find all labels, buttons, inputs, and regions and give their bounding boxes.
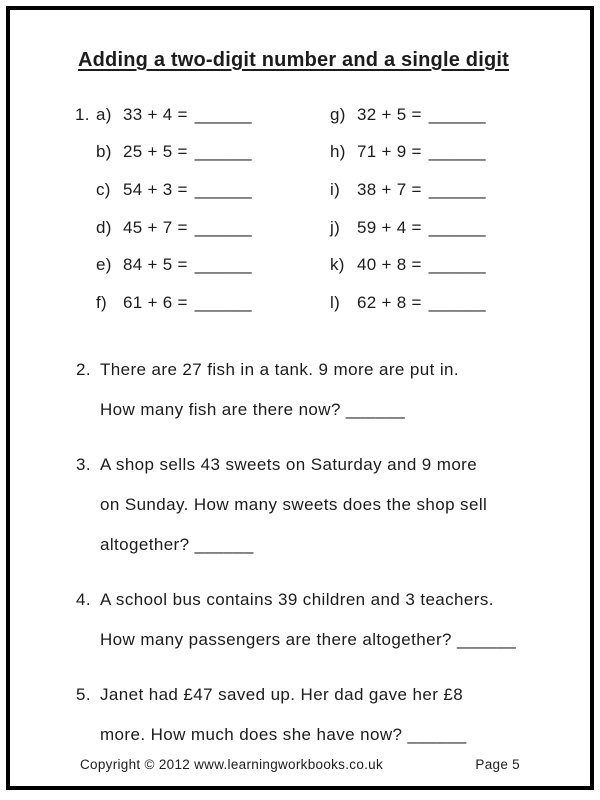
- exercise-number: 1.: [75, 104, 90, 124]
- equation-row: [75, 293, 330, 313]
- problem-number: 3.: [76, 455, 91, 474]
- equation-label: d): [96, 217, 112, 237]
- problem-line: How many fish are there now? ______: [100, 400, 406, 419]
- answer-blank: ______: [194, 255, 252, 275]
- equation-expression: 40 + 8 =: [357, 255, 422, 275]
- answer-blank: ______: [428, 142, 486, 162]
- equation-expression: 61 + 6 =: [123, 292, 188, 312]
- equation-expression: 45 + 7 =: [123, 217, 188, 237]
- problem-number: 5.: [76, 685, 91, 704]
- equation-expression: 84 + 5 =: [123, 255, 188, 275]
- equation-row: [330, 105, 600, 125]
- problem-line: altogether? ______: [100, 535, 254, 554]
- worksheet-title: Adding a two-digit number and a single digit: [78, 49, 510, 71]
- equation-row: [330, 255, 600, 275]
- problem-line: on Sunday. How many sweets does the shop sell: [100, 495, 488, 514]
- answer-blank: ______: [194, 179, 252, 199]
- equation-expression: 71 + 9 =: [357, 142, 422, 162]
- equation-label: j): [330, 217, 341, 237]
- word-problem-4: [76, 580, 516, 660]
- equation-expression: 38 + 7 =: [357, 179, 422, 199]
- equation-expression: 32 + 5 =: [357, 104, 422, 124]
- equation-row: [330, 293, 600, 313]
- problem-number: 4.: [76, 590, 91, 609]
- equation-label: b): [96, 142, 112, 162]
- word-problem-3: [76, 445, 487, 565]
- problem-line: There are 27 fish in a tank. 9 more are put in.: [100, 360, 459, 379]
- problem-line: Janet had £47 saved up. Her dad gave her £8: [100, 685, 464, 704]
- problem-line: A school bus contains 39 children and 3 teachers.: [100, 590, 494, 609]
- problem-text: [100, 445, 487, 565]
- answer-blank: ______: [194, 104, 252, 124]
- problem-line: How many passengers are there altogether? ______: [100, 630, 517, 649]
- problem-text: [100, 350, 459, 430]
- answer-blank: ______: [428, 292, 486, 312]
- equation-expression: 62 + 8 =: [357, 292, 422, 312]
- page-number: Page 5: [475, 757, 520, 772]
- equation-label: a): [96, 104, 112, 124]
- equation-label: c): [96, 179, 111, 199]
- problem-line: A shop sells 43 sweets on Saturday and 9 more: [100, 455, 478, 474]
- word-problem-5: [76, 675, 467, 755]
- copyright-text: Copyright © 2012 www.learningworkbooks.co.uk: [80, 757, 384, 772]
- answer-blank: ______: [194, 142, 252, 162]
- equations-section: [75, 96, 600, 322]
- page-footer: [10, 757, 590, 772]
- equation-row: [330, 218, 600, 238]
- equation-label: f): [96, 292, 107, 312]
- equation-row: [75, 255, 330, 275]
- equation-label: h): [330, 142, 346, 162]
- equation-expression: 25 + 5 =: [123, 142, 188, 162]
- equation-label: g): [330, 104, 346, 124]
- equation-label: i): [330, 179, 341, 199]
- answer-blank: ______: [194, 217, 252, 237]
- equation-row: [75, 218, 330, 238]
- answer-blank: ______: [428, 104, 486, 124]
- equation-row: [75, 142, 330, 162]
- equation-label: k): [330, 255, 345, 275]
- equation-expression: 54 + 3 =: [123, 179, 188, 199]
- equation-row: [330, 180, 600, 200]
- answer-blank: ______: [194, 292, 252, 312]
- equation-label: l): [330, 292, 341, 312]
- equation-row: [330, 142, 600, 162]
- problem-text: [100, 580, 516, 660]
- answer-blank: ______: [428, 217, 486, 237]
- word-problem-2: [76, 350, 459, 430]
- equation-label: e): [96, 255, 112, 275]
- equation-row: [75, 180, 330, 200]
- equation-expression: 33 + 4 =: [123, 104, 188, 124]
- answer-blank: ______: [428, 255, 486, 275]
- problem-number: 2.: [76, 360, 91, 379]
- equation-expression: 59 + 4 =: [357, 217, 422, 237]
- answer-blank: ______: [428, 179, 486, 199]
- problem-text: [100, 675, 467, 755]
- problem-line: more. How much does she have now? ______: [100, 725, 467, 744]
- equation-row: [75, 105, 330, 125]
